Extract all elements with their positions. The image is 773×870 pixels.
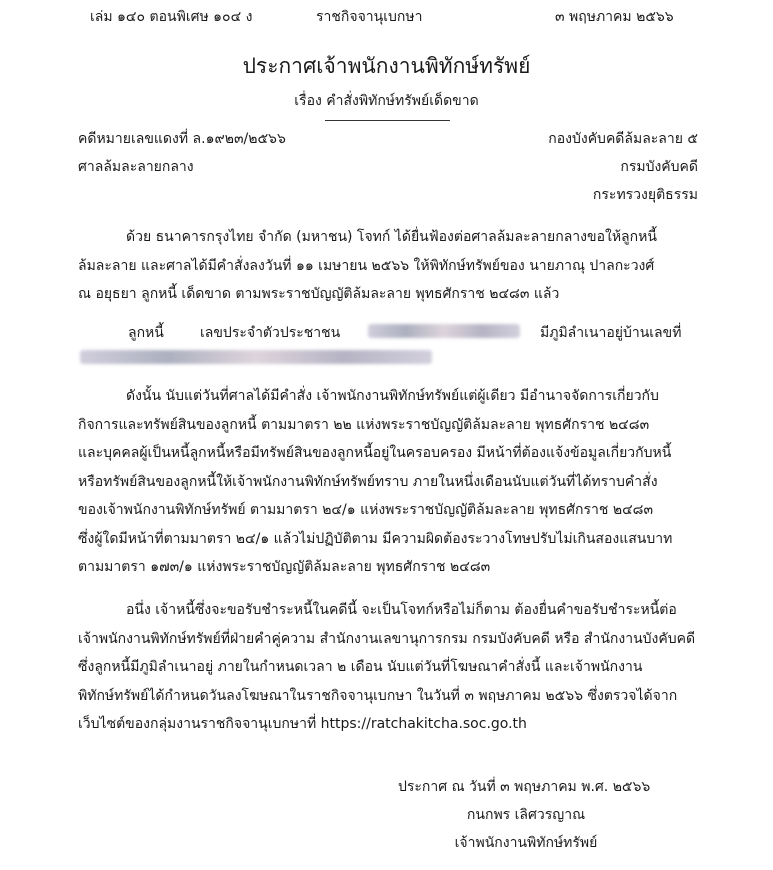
- paragraph-line: เจ้าพนักงานพิทักษ์ทรัพย์ที่ฝ่ายคำคู่ความ สำนักงานเลขานุการกรม กรมบังคับคดี หรือ สำนักงานบังคับคดี: [78, 630, 696, 647]
- header-gazette: ราชกิจจานุเบกษา: [316, 9, 423, 25]
- title-divider: [325, 120, 450, 121]
- paragraph-line: และบุคคลผู้เป็นหนี้ลูกหนี้หรือมีทรัพย์สินของลูกหนี้อยู่ในครอบครอง มีหน้าที่ต้องแจ้งข้อมูลเกี่ยวกับหนี้: [78, 445, 672, 461]
- paragraph-line: พิทักษ์ทรัพย์ได้กำหนดวันลงโฆษณาในราชกิจจานุเบกษา ในวันที่ ๓ พฤษภาคม ๒๕๖๖ ซึ่งตรวจได้จาก: [78, 687, 678, 704]
- paragraph-creditors: [78, 596, 698, 739]
- paragraph-line: กิจการและทรัพย์สินของลูกหนี้ ตามมาตรา ๒๒ แห่งพระราชบัญญัติล้มละลาย พุทธศักราช ๒๔๘๓: [78, 416, 650, 433]
- ministry-name: กระทรวงยุติธรรม: [592, 187, 698, 203]
- paragraph-line: ตามมาตรา ๑๗๓/๑ แห่งพระราชบัญญัติล้มละลาย พุทธศักราช ๒๔๘๓: [78, 559, 491, 575]
- debtor-id-label: เลขประจำตัวประชาชน: [200, 325, 341, 341]
- page-title: ประกาศเจ้าพนักงานพิทักษ์ทรัพย์: [242, 54, 531, 78]
- announcement-date: ประกาศ ณ วันที่ ๓ พฤษภาคม พ.ศ. ๒๕๖๖: [398, 779, 651, 795]
- signatory-name: กนกพร เลิศวรญาณ: [466, 807, 586, 823]
- paragraph-line: ซึ่งผู้ใดมีหน้าที่ตามมาตรา ๒๔/๑ แล้วไม่ปฏิบัติตาม มีความผิดต้องระวางโทษปรับไม่เกินสองแสนบาท: [78, 530, 673, 547]
- division-name: กองบังคับคดีล้มละลาย ๕: [548, 131, 698, 147]
- paragraph-line: ล้มละลาย และศาลได้มีคำสั่งลงวันที่ ๑๑ เมษายน ๒๕๖๖ ให้พิทักษ์ทรัพย์ของ นายภาณุ ปาลกะวงศ์: [78, 257, 655, 274]
- paragraph-line: ณ อยุธยา ลูกหนี้ เด็ดขาด ตามพระราชบัญญัติล้มละลาย พุทธศักราช ๒๔๘๓ แล้ว: [78, 286, 560, 302]
- redacted-address: [80, 350, 432, 364]
- paragraph-line: ดังนั้น นับแต่วันที่ศาลได้มีคำสั่ง เจ้าพนักงานพิทักษ์ทรัพย์แต่ผู้เดียว มีอำนาจจัดการเกี่ยวกับ: [126, 388, 659, 404]
- paragraph-line: ด้วย ธนาคารกรุงไทย จำกัด (มหาชน) โจทก์ ได้ยื่นฟ้องต่อศาลล้มละลายกลางขอให้ลูกหนี้: [126, 229, 657, 245]
- signatory-position: เจ้าพนักงานพิทักษ์ทรัพย์: [454, 835, 598, 851]
- redacted-id-number: [368, 324, 520, 338]
- paragraph-line: เว็บไซต์ของกลุ่มงานราชกิจจานุเบกษาที่ https://ratchakitcha.soc.go.th: [78, 716, 527, 732]
- debtor-address-label: มีภูมิลำเนาอยู่บ้านเลขที่: [540, 325, 682, 341]
- paragraph-line: หรือทรัพย์สินของลูกหนี้ให้เจ้าพนักงานพิทักษ์ทรัพย์ทราบ ภายในหนึ่งเดือนนับแต่วันที่ได้ทราบคำสั่ง: [78, 473, 658, 490]
- department-name: กรมบังคับคดี: [620, 159, 698, 175]
- paragraph-powers: [78, 382, 698, 582]
- paragraph-line: อนึ่ง เจ้าหนี้ซึ่งจะขอรับชำระหนี้ในคดีนี้ จะเป็นโจทก์หรือไม่ก็ตาม ต้องยื่นคำขอรับชำระหนี้ต่อ: [126, 602, 677, 618]
- court-name: ศาลล้มละลายกลาง: [78, 159, 194, 175]
- paragraph-petition: [78, 223, 698, 309]
- page-subtitle: เรื่อง คำสั่งพิทักษ์ทรัพย์เด็ดขาด: [294, 93, 479, 109]
- header-date: ๓ พฤษภาคม ๒๕๖๖: [555, 9, 674, 25]
- debtor-label: ลูกหนี้: [128, 325, 164, 341]
- paragraph-line: ซึ่งลูกหนี้มีภูมิลำเนาอยู่ ภายในกำหนดเวลา ๒ เดือน นับแต่วันที่โฆษณาคำสั่งนี้ และเจ้าพนักงาน: [78, 659, 643, 675]
- header-volume: เล่ม ๑๔๐ ตอนพิเศษ ๑๐๔ ง: [90, 9, 253, 25]
- case-number: คดีหมายเลขแดงที่ ล.๑๙๒๓/๒๕๖๖: [78, 131, 286, 147]
- paragraph-line: ของเจ้าพนักงานพิทักษ์ทรัพย์ ตามมาตรา ๒๔/๑ แห่งพระราชบัญญัติล้มละลาย พุทธศักราช ๒๔๘๓: [78, 502, 654, 518]
